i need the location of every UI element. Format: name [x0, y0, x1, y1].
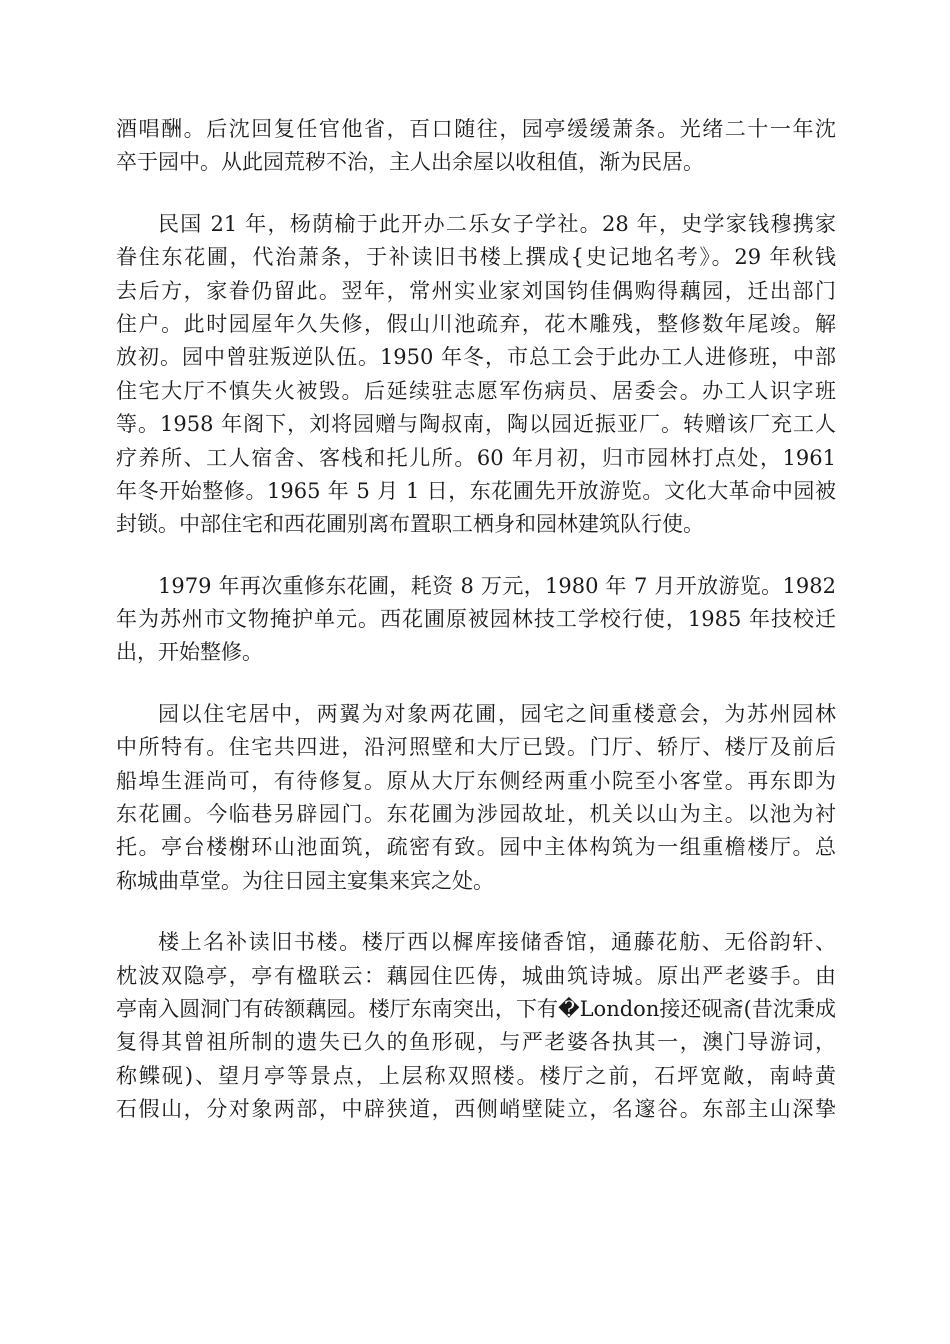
text-line: 封锁。中部住宅和西花圃别离布置职工栖身和园林建筑队行使。: [116, 512, 704, 537]
text-line: 复得其曾祖所制的遗失已久的鱼形砚，与严老婆各执其一，澳门导游词，: [116, 1030, 836, 1055]
paragraph-4: [116, 698, 836, 898]
text-line: 出，开始整修。: [116, 640, 263, 665]
text-line: 1979 年再次重修东花圃，耗资 8 万元，1980 年 7 月开放游览。1982: [158, 573, 836, 598]
text-line: 船埠生涯尚可，有待修复。原从大厅东侧经两重小院至小客堂。再东即为: [116, 768, 836, 793]
text-line: 称城曲草堂。为往日园主宴集来宾之处。: [116, 868, 494, 893]
text-line: 中所特有。住宅共四进，沿河照壁和大厅已毁。门厅、轿厅、楼厅及前后: [116, 735, 836, 760]
text-line: 东花圃。今临巷另辟园门。东花圃为涉园故址，机关以山为主。以池为衬: [116, 802, 836, 827]
text-line: 放初。园中曾驻叛逆队伍。1950 年冬，市总工会于此办工人进修班，中部: [116, 345, 836, 370]
text-line: 托。亭台楼榭环山池面筑，疏密有致。园中主体构筑为一组重檐楼厅。总: [116, 835, 836, 860]
document-body: [116, 113, 836, 1155]
paragraph-3: [116, 570, 836, 670]
text-line: 年为苏州市文物掩护单元。西花圃原被园林技工学校行使，1985 年技校迁: [116, 607, 836, 632]
text-line: 疗养所、工人宿舍、客栈和托儿所。60 年月初，归市园林打点处，1961: [116, 445, 836, 470]
text-line: 年冬开始整修。1965 年 5 月 1 日，东花圃先开放游览。文化大革命中园被: [116, 478, 836, 503]
text-line: 枕波双隐亭，亭有楹联云：藕园住匹俦，城曲筑诗城。原出严老婆手。由: [116, 963, 836, 988]
text-line: 亭南入圆洞门有砖额藕园。楼厅东南突出，下有�London接还砚斋(昔沈秉成: [116, 996, 836, 1021]
text-line: 酒唱酬。后沈回复任官他省，百口随往，园亭缓缓萧条。光绪二十一年沈: [116, 117, 836, 141]
text-line: 等。1958 年阁下，刘将园赠与陶叔南，陶以园近振亚厂。转赠该厂充工人: [116, 412, 836, 437]
text-line: 称鲽砚)、望月亭等景点，上层称双照楼。楼厅之前，石坪宽敞，南峙黄: [116, 1063, 836, 1088]
text-line: 住宅大厅不慎失火被毁。后延续驻志愿军伤病员、居委会。办工人识字班: [116, 378, 836, 403]
text-line: 园以住宅居中，两翼为对象两花圃，园宅之间重楼意会，为苏州园林: [158, 701, 836, 726]
text-line: 住户。此时园屋年久失修，假山川池疏弃，花木雕残，整修数年尾竣。解: [116, 311, 836, 336]
text-line: 石假山，分对象两部，中辟狭道，西侧峭壁陡立，名邃谷。东部主山深挚: [116, 1097, 836, 1122]
paragraph-2: [116, 208, 836, 542]
text-line: 民国 21 年，杨荫榆于此开办二乐女子学社。28 年，史学家钱穆携家: [158, 211, 836, 236]
paragraph-5: [116, 926, 836, 1126]
text-line: 去后方，家眷仍留此。翌年，常州实业家刘国钧佳偶购得藕园，迁出部门: [116, 278, 836, 303]
text-line: 眷住东花圃，代治萧条，于补读旧书楼上撰成{史记地名考》。29 年秋钱: [116, 245, 836, 270]
text-line: 楼上名补读旧书楼。楼厅西以樨库接储香馆，通藤花舫、无俗韵轩、: [158, 930, 836, 955]
paragraph-1: [116, 113, 836, 180]
text-line: 卒于园中。从此园荒秽不治，主人出余屋以收租值，渐为民居。: [116, 150, 704, 175]
